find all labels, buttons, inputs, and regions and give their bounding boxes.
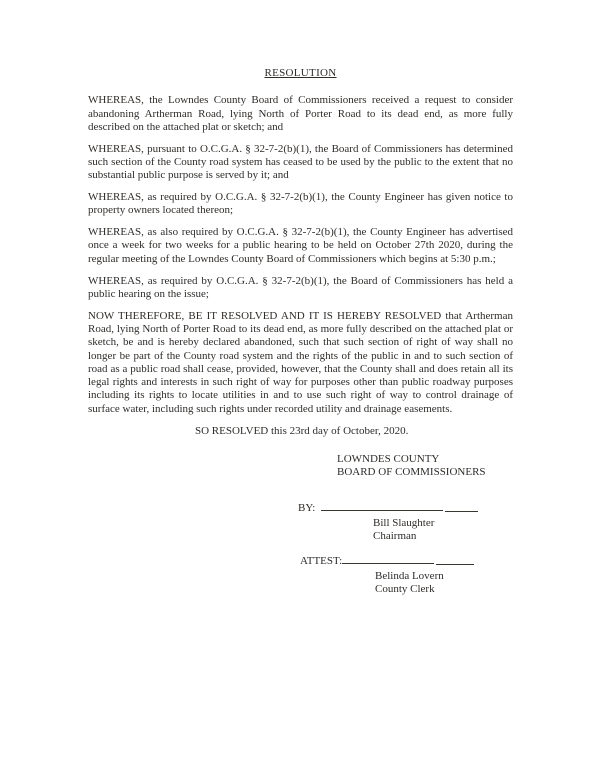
attest-signature-block bbox=[300, 553, 513, 596]
paragraph-whereas-1: WHEREAS, the Lowndes County Board of Commissioners received a request to consider abandoning Artherman Road, lying North of Porter Road to its dead end, as more fully described on the attached plat or sketch; and bbox=[88, 94, 513, 133]
document-title bbox=[88, 67, 513, 80]
organization-block bbox=[337, 453, 513, 480]
so-resolved-line: SO RESOLVED this 23rd day of October, 2020. bbox=[195, 424, 409, 437]
attest-signatory-title: County Clerk bbox=[375, 582, 435, 595]
paragraph-whereas-3: WHEREAS, as required by O.C.G.A. § 32-7-2(b)(1), the County Engineer has given notice to property owners located thereon; bbox=[88, 191, 513, 217]
attest-label: ATTEST: bbox=[300, 555, 343, 568]
by-signature-row bbox=[298, 500, 513, 515]
attest-signatory bbox=[375, 570, 513, 597]
by-signature-block bbox=[298, 500, 513, 543]
by-signatory-name: Bill Slaughter bbox=[373, 516, 435, 529]
by-signature-line-segment bbox=[445, 501, 478, 512]
attest-signature-row bbox=[300, 553, 513, 568]
document-body bbox=[88, 67, 513, 596]
by-signatory bbox=[373, 517, 513, 544]
by-signature-line bbox=[321, 500, 443, 511]
paragraph-resolution-clause: NOW THEREFORE, BE IT RESOLVED AND IT IS HEREBY RESOLVED that Artherman Road, lying North of Porter Road to its dead end, as more fully described on the attached plat or sketch, be and is hereby declared abandoned, such that such section of right of way shall no longer be part of the County road system and the rights of the public in and to such section of road as a public road shall cease, provided, however, that the County shall and does retain all its legal rights and interests in such right of way for purposes other than public roadway purposes including its rights to locate utilities in and to use such right of way to control drainage of surface water, including such rights under recorded utility and drainage easements. bbox=[88, 309, 513, 415]
attest-signature-line bbox=[342, 553, 434, 564]
by-signatory-title: Chairman bbox=[373, 530, 417, 543]
attest-signature-line-segment bbox=[436, 554, 474, 565]
organization-line-1: LOWNDES COUNTY bbox=[337, 452, 440, 465]
document-title-text: RESOLUTION bbox=[264, 67, 337, 79]
paragraph-whereas-5: WHEREAS, as required by O.C.G.A. § 32-7-2(b)(1), the Board of Commissioners has held a public hearing on the issue; bbox=[88, 274, 513, 300]
paragraph-whereas-4: WHEREAS, as also required by O.C.G.A. § 32-7-2(b)(1), the County Engineer has advertised once a week for two weeks for a public hearing to be held on October 27th 2020, during the regular meeting of the Lowndes County Board of Commissioners which begins at 5:30 p.m.; bbox=[88, 226, 513, 265]
attest-signatory-name: Belinda Lovern bbox=[375, 569, 444, 582]
organization-line-2: BOARD OF COMMISSIONERS bbox=[337, 466, 486, 479]
paragraph-whereas-2: WHEREAS, pursuant to O.C.G.A. § 32-7-2(b)(1), the Board of Commissioners has determined such section of the County road system has ceased to be used by the public to the extent that no substantial public purpose is served by it; and bbox=[88, 142, 513, 182]
by-label: BY: bbox=[298, 502, 316, 515]
